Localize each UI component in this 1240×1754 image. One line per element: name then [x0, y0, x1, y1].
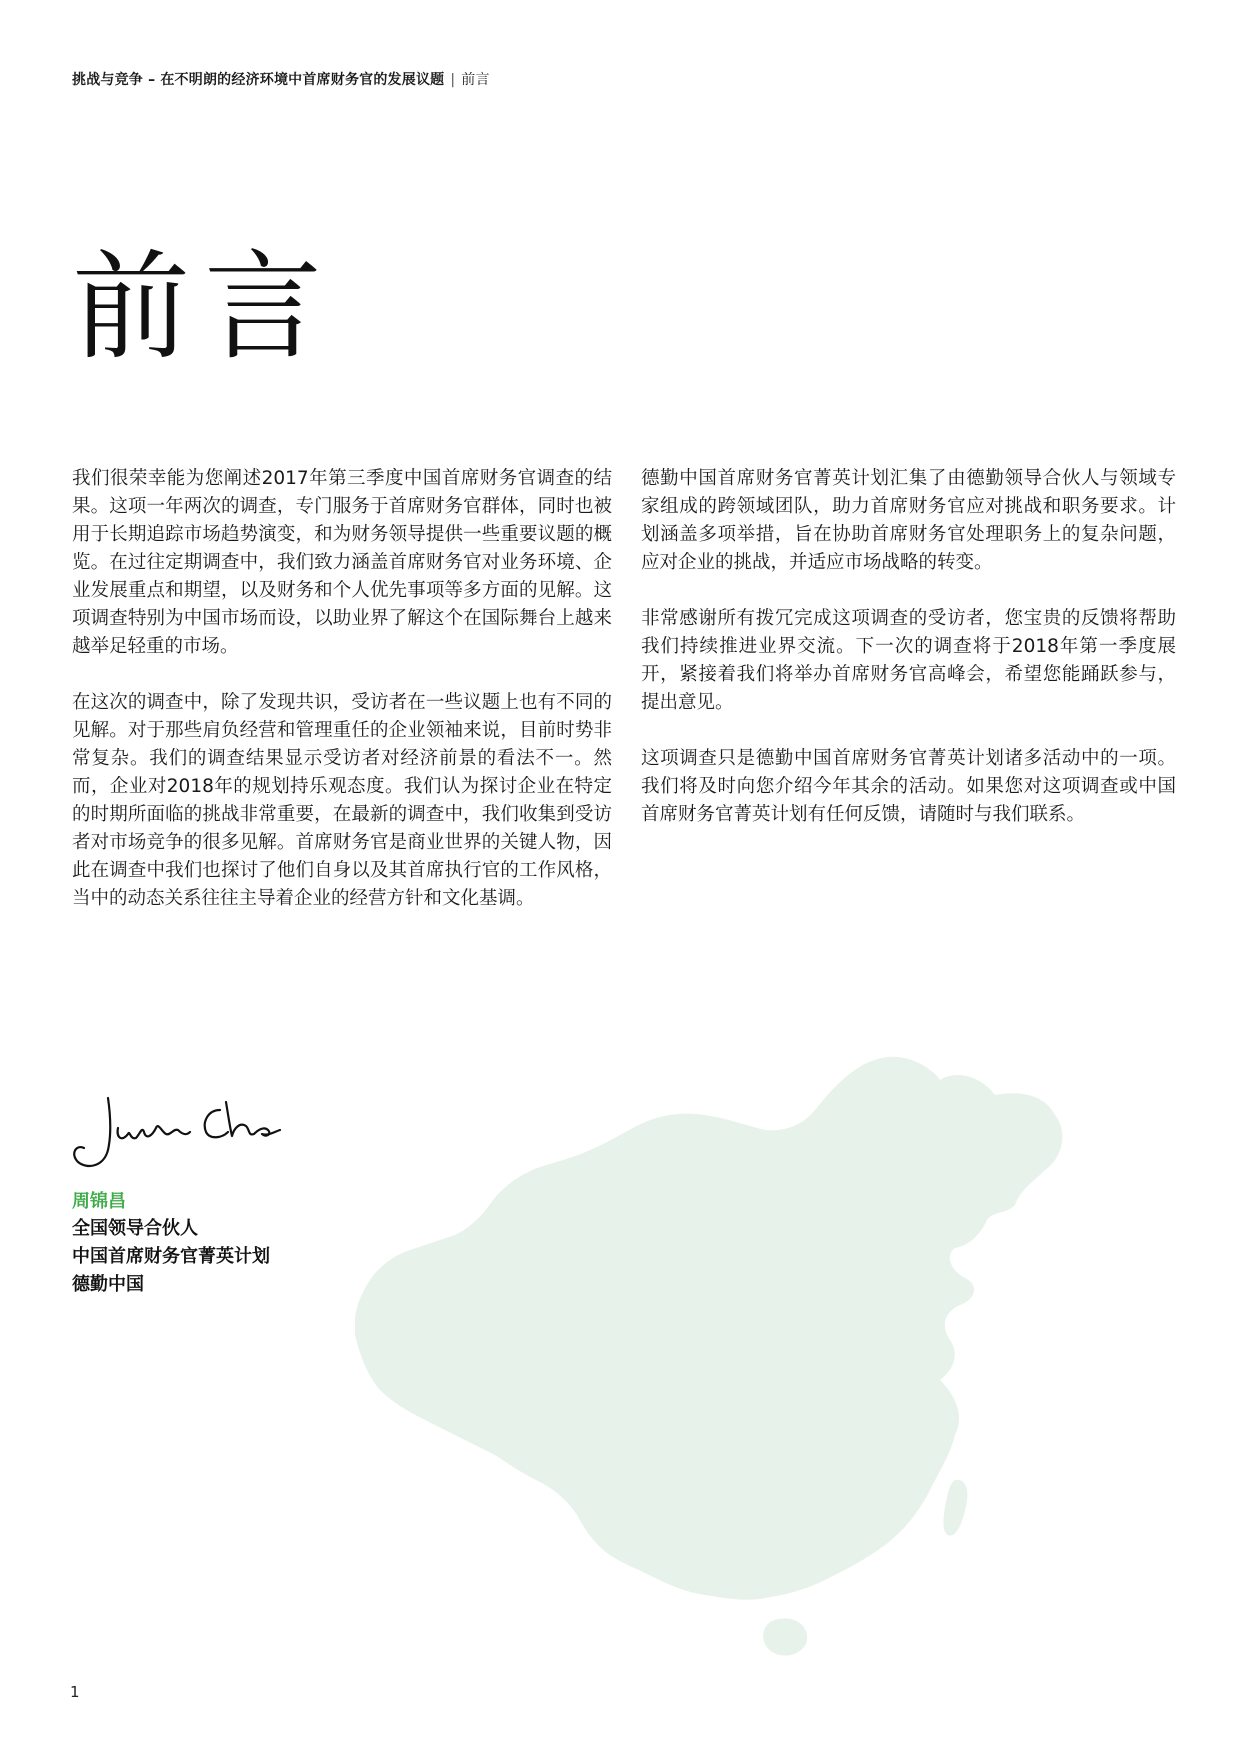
body-paragraph: 在这次的调查中，除了发现共识，受访者在一些议题上也有不同的见解。对于那些肩负经营和管理重任的企业领袖来说，目前时势非常复杂。我们的调查结果显示受访者对经济前景的看法不一。然而，企业对2018年的规划持乐观态度。我们认为探讨企业在特定的时期所面临的挑战非常重要，在最新的调查中，我们收集到受访者对市场竞争的很多见解。首席财务官是商业世界的关键人物，因此在调查中我们也探讨了他们自身以及其首席执行官的工作风格，当中的动态关系往往主导着企业的经营方针和文化基调。	[72, 692, 612, 909]
header-section: 前言	[461, 72, 490, 88]
body-paragraph: 德勤中国首席财务官菁英计划汇集了由德勤领导合伙人与领域专家组成的跨领域团队，助力首席财务官应对挑战和职务要求。计划涵盖多项举措，旨在协助首席财务官处理职务上的复杂问题，应对企业的挑战，并适应市场战略的转变。	[641, 468, 1176, 573]
body-column-right	[641, 465, 1176, 857]
signatory-titles	[72, 1215, 270, 1299]
body-paragraph: 这项调查只是德勤中国首席财务官菁英计划诸多活动中的一项。我们将及时向您介绍今年其余的活动。如果您对这项调查或中国首席财务官菁英计划有任何反馈，请随时与我们联系。	[641, 748, 1176, 825]
running-header	[72, 69, 490, 89]
header-separator: |	[450, 72, 456, 88]
page-number: 1	[70, 1683, 80, 1701]
handwritten-signature	[70, 1092, 285, 1172]
body-paragraph: 我们很荣幸能为您阐述2017年第三季度中国首席财务官调查的结果。这项一年两次的调查，专门服务于首席财务官群体，同时也被用于长期追踪市场趋势演变，和为财务领导提供一些重要议题的概览。在过往定期调查中，我们致力涵盖首席财务官对业务环境、企业发展重点和期望，以及财务和个人优先事项等多方面的见解。这项调查特别为中国市场而设，以助业界了解这个在国际舞台上越来越举足轻重的市场。	[72, 468, 612, 657]
header-title: 挑战与竞争 – 在不明朗的经济环境中首席财务官的发展议题	[72, 72, 445, 88]
china-map-hainan	[763, 1618, 807, 1655]
china-map-graphic	[355, 1050, 1185, 1700]
signatory-title-line: 中国首席财务官菁英计划	[72, 1246, 270, 1267]
signatory-title-line: 德勤中国	[72, 1274, 144, 1295]
page-title: 前言	[72, 238, 337, 376]
body-column-left	[72, 465, 612, 941]
signatory-title-line: 全国领导合伙人	[72, 1218, 198, 1239]
signatory-name: 周锦昌	[72, 1191, 126, 1212]
china-map-taiwan	[943, 1480, 967, 1536]
body-paragraph: 非常感谢所有拨冗完成这项调查的受访者，您宝贵的反馈将帮助我们持续推进业界交流。下一次的调查将于2018年第一季度展开，紧接着我们将举办首席财务官高峰会，希望您能踊跃参与，提出意见。	[641, 608, 1176, 713]
